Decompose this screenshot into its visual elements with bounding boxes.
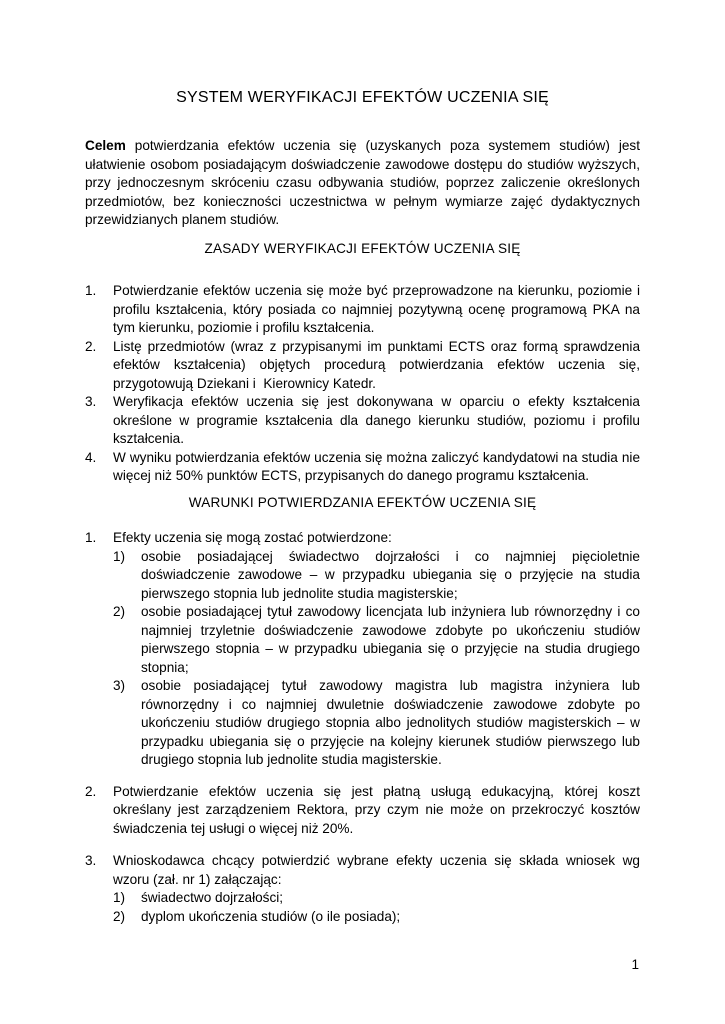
- list-item: [85, 852, 640, 926]
- list-item-content: [113, 852, 640, 926]
- list-item-number: 4.: [85, 449, 97, 465]
- sub-list: [113, 889, 640, 926]
- list-item: [85, 449, 640, 486]
- list-item-content: [113, 529, 640, 770]
- list-item-text: Efekty uczenia się mogą zostać potwierdzone:: [113, 530, 392, 545]
- document-title: SYSTEM WERYFIKACJI EFEKTÓW UCZENIA SIĘ: [176, 89, 549, 106]
- sub-item-number: 1): [113, 548, 126, 564]
- sub-item-text: osobie posiadającej tytuł zawodowy licencjata lub inżyniera lub równorzędny i co najmniej trzyletnie doświadczenie zawodowe zdobyte po ukończeniu studiów pierwszego stopnia – w przypadku ubiegania się o przyjęcie na studia drugiego stopnia;: [141, 604, 640, 675]
- section-heading-warunki: WARUNKI POTWIERDZANIA EFEKTÓW UCZENIA SIĘ: [188, 494, 537, 510]
- intro-text: potwierdzania efektów uczenia się (uzyskanych poza systemem studiów) jest ułatwienie osobom posiadającym doświadczenie zawodowe dostępu do studiów wyższych, przy jednoczesnym skróceniu czasu odbywania studiów, poprzez zaliczenie określonych przedmiotów, bez konieczności uczestnictwa w pełnym wymiarze zajęć dydaktycznych przewidzianych planem studiów.: [85, 138, 640, 227]
- list-item-text: Weryfikacja efektów uczenia się jest dokonywana w oparciu o efekty kształcenia określone w programie kształcenia dla danego kierunku studiów, poziomu i profilu kształcenia.: [113, 394, 640, 446]
- list-item-number: 3.: [85, 394, 97, 409]
- section-heading-zasady: ZASADY WERYFIKACJI EFEKTÓW UCZENIA SIĘ: [204, 240, 521, 256]
- list-item-text: Listę przedmiotów (wraz z przypisanymi im punktami ECTS oraz formą sprawdzenia efektów kształcenia) objętych procedurą potwierdzania efektów uczenia się, przygotowują Dziekani i Kierownicy Katedr.: [113, 338, 640, 391]
- sub-item-text: osobie posiadającej tytuł zawodowy magistra lub magistra inżyniera lub równorzędny i co najmniej dwuletnie doświadczenie zawodowe zdobyte po ukończeniu studiów drugiego stopnia albo jednolitych studiów magisterskich – w przypadku ubiegania się o przyjęcie na kolejny kierunek studiów pierwszego lub drugiego stopnia lub jednolite studia magisterskie.: [141, 678, 640, 767]
- sub-list-item: [113, 548, 640, 604]
- list-item-number: 2.: [85, 783, 97, 799]
- sub-list-item: [113, 677, 640, 770]
- sub-list: [113, 548, 640, 770]
- sub-item-number: 1): [113, 890, 126, 905]
- page-number: 1: [631, 957, 639, 972]
- list-item-number: 2.: [85, 338, 97, 354]
- list-item-number: 1.: [85, 283, 97, 298]
- list-item: [85, 783, 640, 839]
- list-item-text: Potwierdzanie efektów uczenia się może być przeprowadzone na kierunku, poziomie i profilu kształcenia, który posiada co najmniej pozytywną ocenę programową PKA na tym kierunku, poziomie i profilu kształcenia.: [113, 283, 640, 335]
- sub-list-item: [113, 889, 640, 908]
- list-item-text: W wyniku potwierdzania efektów uczenia się można zaliczyć kandydatowi na studia nie więcej niż 50% punktów ECTS, przypisanych do danego programu kształcenia.: [113, 449, 640, 483]
- sub-item-number: 2): [113, 908, 126, 924]
- sub-item-text: dyplom ukończenia studiów (o ile posiada);: [141, 908, 401, 924]
- sub-item-number: 3): [113, 678, 126, 693]
- list-item: [85, 338, 640, 394]
- list-item-number: 3.: [85, 853, 97, 868]
- list-item: [85, 393, 640, 449]
- list-item-text: Wnioskodawca chcący potwierdzić wybrane efekty uczenia się składa wniosek wg wzoru (zał. nr 1) załączając:: [113, 853, 640, 887]
- list-item-number: 1.: [85, 530, 97, 545]
- intro-paragraph: [85, 137, 640, 230]
- list-item: [85, 282, 640, 338]
- sub-list-item: [113, 603, 640, 677]
- sub-item-text: osobie posiadającej świadectwo dojrzałości i co najmniej pięcioletnie doświadczenie zawodowe – w przypadku ubiegania się o przyjęcie na studia pierwszego stopnia lub jednolite studia magisterskie;: [141, 548, 640, 601]
- warunki-list: [85, 529, 640, 926]
- list-item-text: Potwierdzanie efektów uczenia się jest płatną usługą edukacyjną, której koszt określany jest zarządzeniem Rektora, przy czym nie może on przekroczyć kosztów świadczenia tej usługi o więcej niż 20%.: [113, 783, 640, 836]
- sub-item-number: 2): [113, 604, 126, 619]
- intro-lead-word: Celem: [85, 138, 126, 153]
- sub-list-item: [113, 908, 640, 927]
- list-item: [85, 529, 640, 770]
- sub-item-text: świadectwo dojrzałości;: [141, 890, 284, 905]
- zasady-list: [85, 282, 640, 486]
